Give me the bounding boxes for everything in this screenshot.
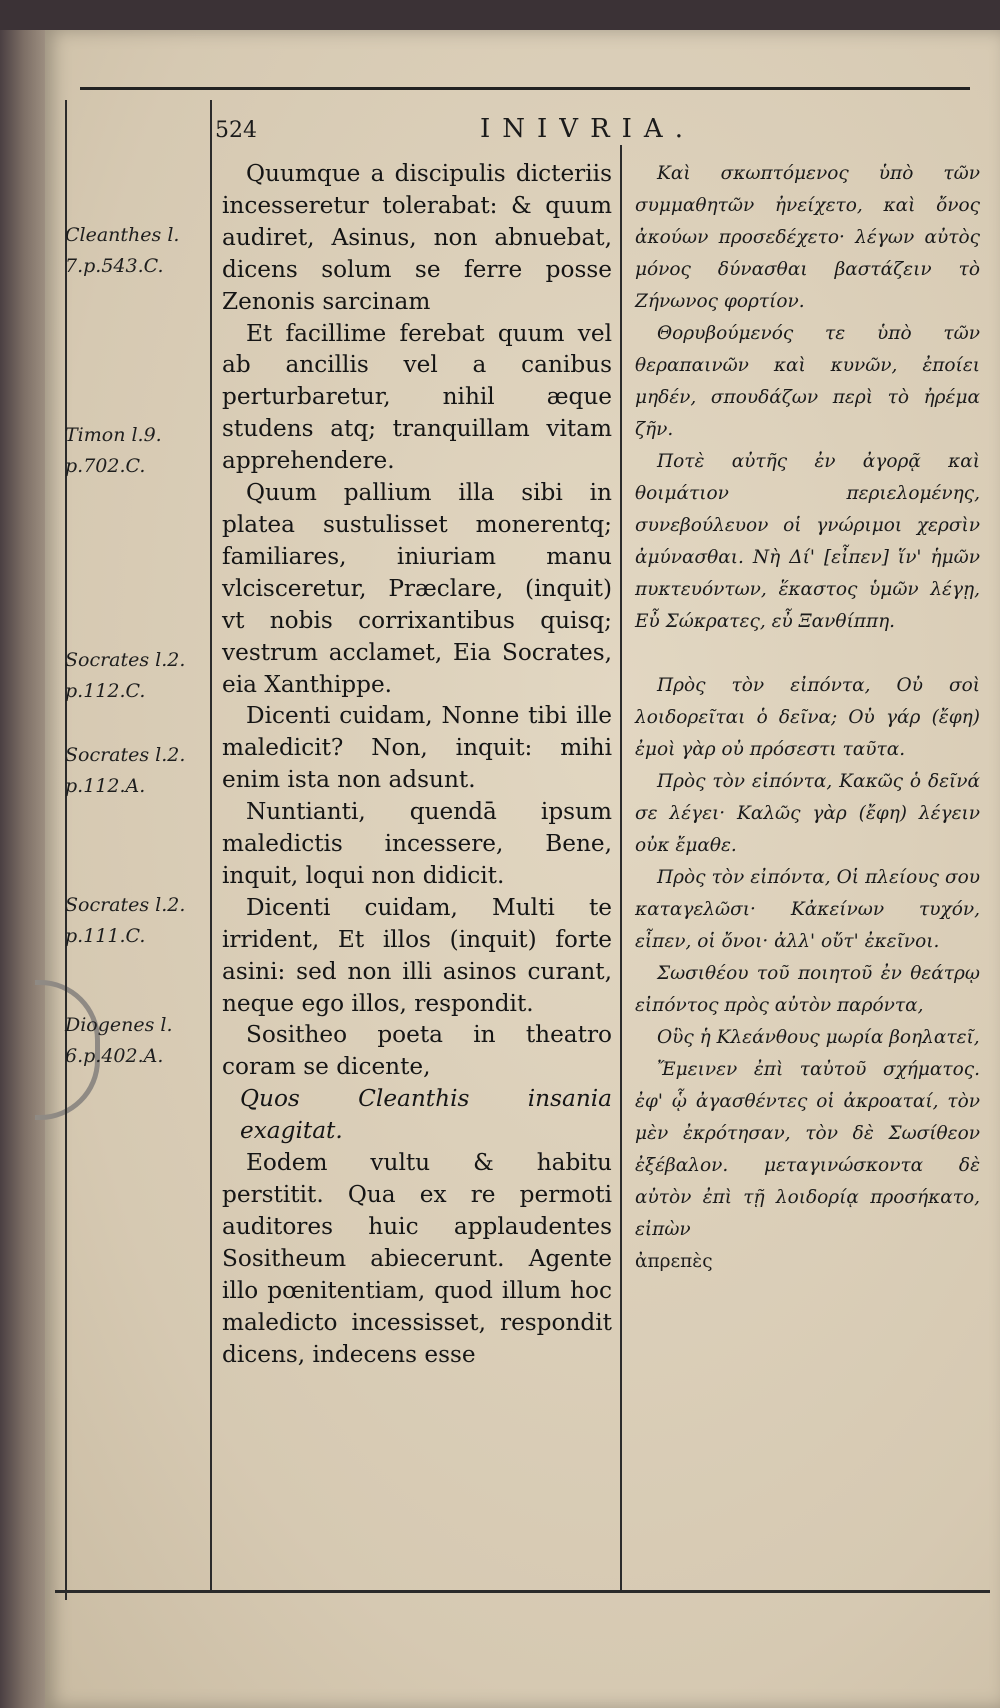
greek-paragraph: Πρὸς τὸν εἰπόντα, Οὐ σοὶ λοιδορεῖται ὁ δεῖνα; Οὐ γάρ (ἔφη) ἐμοὶ γὰρ οὐ πρόσεστι ταῦτα. [635,675,980,760]
page-header [215,114,965,152]
margin-note-timon [65,420,215,482]
latin-column [222,158,612,1370]
margin-note-line: Timon l.9. [65,424,162,446]
margin-divider-line [210,100,212,1590]
book-page [45,30,1000,1708]
margin-note-socrates-3 [65,890,215,952]
margin-note-line: Diogenes l. [65,1014,173,1036]
margin-note-line: Socrates l.2. [65,649,186,671]
margin-note-line: p.702.C. [65,455,146,477]
greek-column [635,158,980,1278]
latin-paragraph: Dicenti cuidam, Multi te irrident, Et illos (inquit) forte asini: sed non illi asinos curant, neque ego illos, respondit. [222,893,612,1017]
margin-note-line: Socrates l.2. [65,894,186,916]
latin-paragraph: Sositheo poeta in theatro coram se dicente, [222,1021,612,1081]
latin-paragraph: Eodem vultu & habitu perstitit. Qua ex re permoti auditores huic applaudentes Sositheum abiecerunt. Agente illo pœnitentiam, quod illum hoc maledicto incessisset, respondit dicens, indecens esse [222,1149,612,1368]
margin-note-socrates-1 [65,645,215,707]
greek-paragraph: Σωσιθέου τοῦ ποιητοῦ ἐν θεάτρῳ εἰπόντος πρὸς αὐτὸν παρόντα, [635,963,980,1016]
latin-paragraph: Et facillime ferebat quum vel ab ancillis vel a canibus perturbaretur, nihil æque studens atq; tranquillam vitam apprehendere. [222,319,612,475]
latin-paragraph: Quumque a discipulis dicteriis incesseretur tolerabat: & quum audiret, Asinus, non abnuebat, dicens solum se ferre posse Zenonis sarcinam [222,160,612,315]
greek-paragraph: Θορυβούμενός τε ὑπὸ τῶν θεραπαινῶν καὶ κυνῶν, ἐποίει μηδέν, σπουδάζων περὶ τὸ ἠρέμα ζῆν. [635,323,980,440]
outer-margin-rule [65,100,67,1600]
margin-note-line: Cleanthes l. [65,224,180,246]
column-divider-line [620,145,622,1590]
greek-paragraph: Πρὸς τὸν εἰπόντα, Κακῶς ὁ δεῖνά σε λέγει· Καλῶς γὰρ (ἔφη) λέγειν οὐκ ἔμαθε. [635,771,980,856]
margin-note-line: p.112.C. [65,680,146,702]
running-title: INIVRIA. [480,114,695,144]
margin-note-line: p.112.A. [65,775,146,797]
greek-paragraph: Ἔμεινεν ἐπὶ ταὐτοῦ σχήματος. ἐφ' ᾧ ἀγασθέντες οἱ ἀκροαταί, τὸν μὲν ἐκρότησαν, τὸν δὲ Σωσίθεον ἐξέβαλον. μεταγινώσκοντα δὲ αὐτὸν ἐπὶ τῇ λοιδορίᾳ προσήκατο, εἰπὼν [635,1059,980,1240]
margin-note-line: p.111.C. [65,925,146,947]
greek-paragraph: Πρὸς τὸν εἰπόντα, Οἱ πλείους σου καταγελῶσι· Κἀκείνων τυχόν, εἶπεν, οἱ ὄνοι· ἀλλ' οὔτ' ἐκεῖνοι. [635,867,980,952]
greek-verse-quote: Οὓς ἡ Κλεάνθους μωρία βοηλατεῖ, [657,1027,980,1048]
page-number: 524 [215,118,257,143]
greek-paragraph: Καὶ σκωπτόμενος ὑπὸ τῶν συμμαθητῶν ἠνείχετο, καὶ ὄνος ἀκούων προσεδέχετο· λέγων αὐτὸς μόνος δύνασθαι βαστάζειν τὸ Ζήνωνος φορτίον. [635,163,980,312]
latin-paragraph: Quum pallium illa sibi in platea sustulisset monerentq; familiares, iniuriam manu vlcisceretur, Præclare, (inquit) vt nobis corrixantibus quisq; vestrum acclamet, Eia Socrates, eia Xanthippe. [222,479,612,698]
latin-verse-quote: Quos Cleanthis insania exagitat. [240,1085,612,1145]
latin-paragraph: Nuntianti, quendā ipsum maledictis incessere, Bene, inquit, loqui non didicit. [222,798,612,889]
margin-note-line: 7.p.543.C. [65,255,164,277]
catchword: ἀπρεπὲς [635,1251,713,1272]
margin-note-diogenes [65,1010,215,1072]
margin-note-cleanthes [65,220,215,282]
footer-rule [55,1590,990,1593]
margin-note-line: Socrates l.2. [65,744,186,766]
margin-note-socrates-2 [65,740,215,802]
greek-paragraph: Ποτὲ αὐτῆς ἐν ἀγορᾷ καὶ θοιμάτιον περιελομένης, συνεβούλευον οἱ γνώριμοι χερσὶν ἀμύνασθαι. Νὴ Δί' [εἶπεν] ἵν' ἡμῶν πυκτευόντων, ἕκαστος ὑμῶν λέγῃ, Εὖ Σώκρατες, εὖ Ξανθίππη. [635,451,980,632]
header-rule [80,87,970,90]
margin-note-line: 6.p.402.A. [65,1045,164,1067]
latin-paragraph: Dicenti cuidam, Nonne tibi ille maledicit? Non, inquit: mihi enim ista non adsunt. [222,702,612,794]
